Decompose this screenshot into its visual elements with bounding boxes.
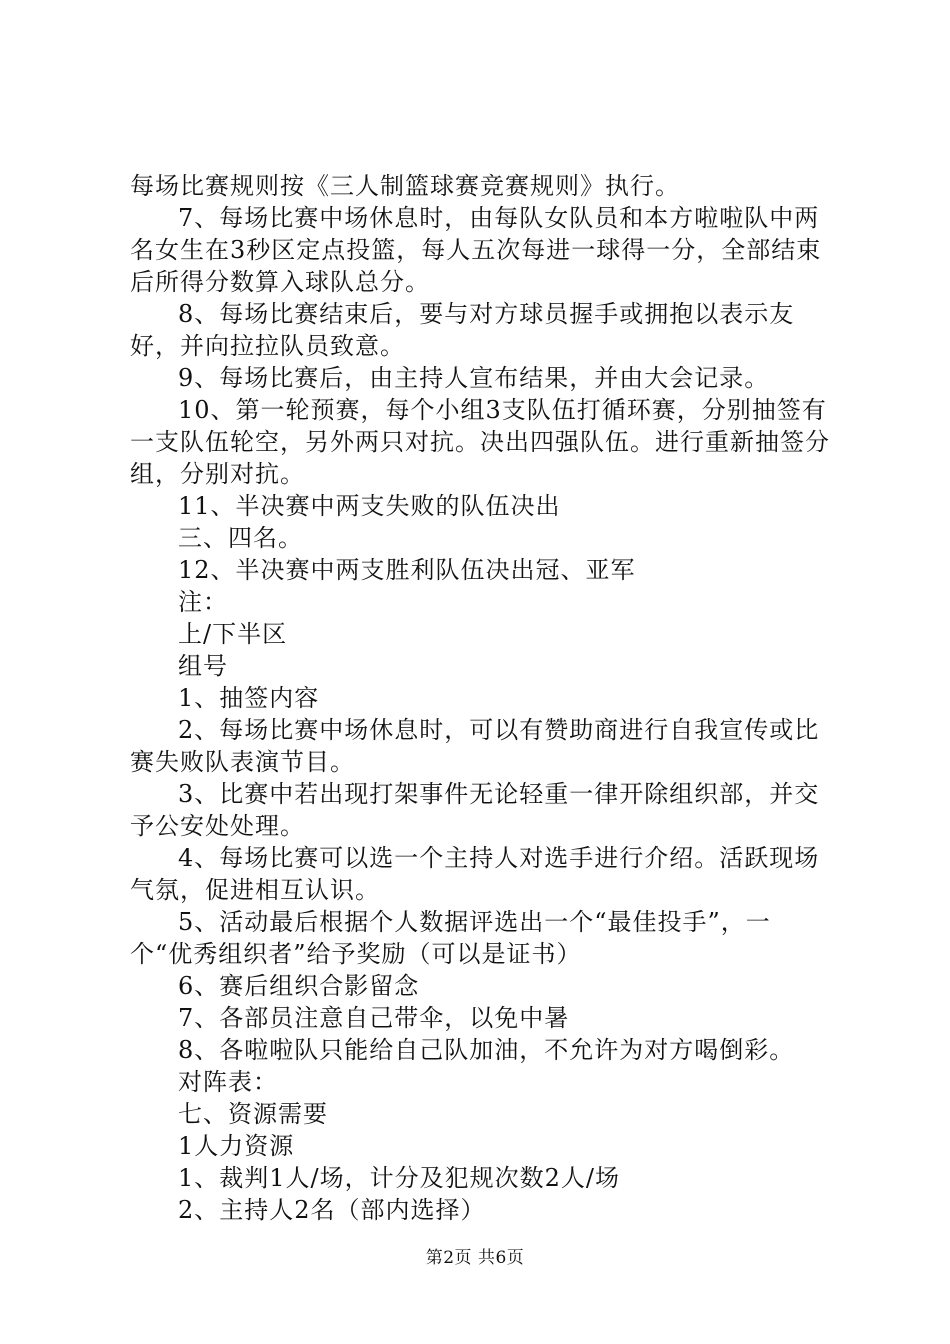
paragraph: 组号	[178, 652, 228, 680]
page-number-footer: 第2页 共6页	[425, 1248, 525, 1268]
paragraph: 2、每场比赛中场休息时，可以有赞助商进行自我宣传或比赛失败队表演节目。	[130, 716, 820, 776]
paragraph: 1、裁判1人/场，计分及犯规次数2人/场	[178, 1164, 620, 1192]
paragraph: 8、各啦啦队只能给自己队加油，不允许为对方喝倒彩。	[178, 1036, 795, 1064]
paragraph: 上/下半区	[178, 620, 288, 648]
paragraph: 6、赛后组织合影留念	[178, 972, 420, 1000]
paragraph: 10、第一轮预赛，每个小组3支队伍打循环赛，分别抽签有一支队伍轮空，另外两只对抗。决出四强队伍。进行重新抽签分组，分别对抗。	[130, 396, 830, 488]
paragraph: 三、四名。	[178, 524, 303, 552]
paragraph: 每场比赛规则按《三人制篮球赛竞赛规则》执行。	[130, 172, 680, 200]
document-body	[130, 170, 830, 1226]
paragraph: 12、半决赛中两支胜利队伍决出冠、亚军	[178, 556, 636, 584]
paragraph: 8、每场比赛结束后，要与对方球员握手或拥抱以表示友好，并向拉拉队员致意。	[130, 300, 795, 360]
paragraph: 5、活动最后根据个人数据评选出一个“最佳投手”，一个“优秀组织者”给予奖励（可以是证书）	[130, 908, 771, 968]
paragraph: 11、半决赛中两支失败的队伍决出	[178, 492, 561, 520]
paragraph: 4、每场比赛可以选一个主持人对选手进行介绍。活跃现场气氛，促进相互认识。	[130, 844, 820, 904]
paragraph: 2、主持人2名（部内选择）	[178, 1196, 486, 1224]
paragraph: 9、每场比赛后，由主持人宣布结果，并由大会记录。	[178, 364, 770, 392]
paragraph: 7、每场比赛中场休息时，由每队女队员和本方啦啦队中两名女生在3秒区定点投篮，每人五次每进一球得一分，全部结束后所得分数算入球队总分。	[130, 204, 822, 296]
paragraph: 对阵表：	[178, 1068, 278, 1096]
paragraph: 注：	[178, 588, 228, 616]
paragraph: 1人力资源	[178, 1132, 295, 1160]
paragraph: 3、比赛中若出现打架事件无论轻重一律开除组织部，并交予公安处处理。	[130, 780, 820, 840]
paragraph: 七、资源需要	[178, 1100, 328, 1128]
paragraph: 1、抽签内容	[178, 684, 320, 712]
paragraph: 7、各部员注意自己带伞，以免中暑	[178, 1004, 570, 1032]
